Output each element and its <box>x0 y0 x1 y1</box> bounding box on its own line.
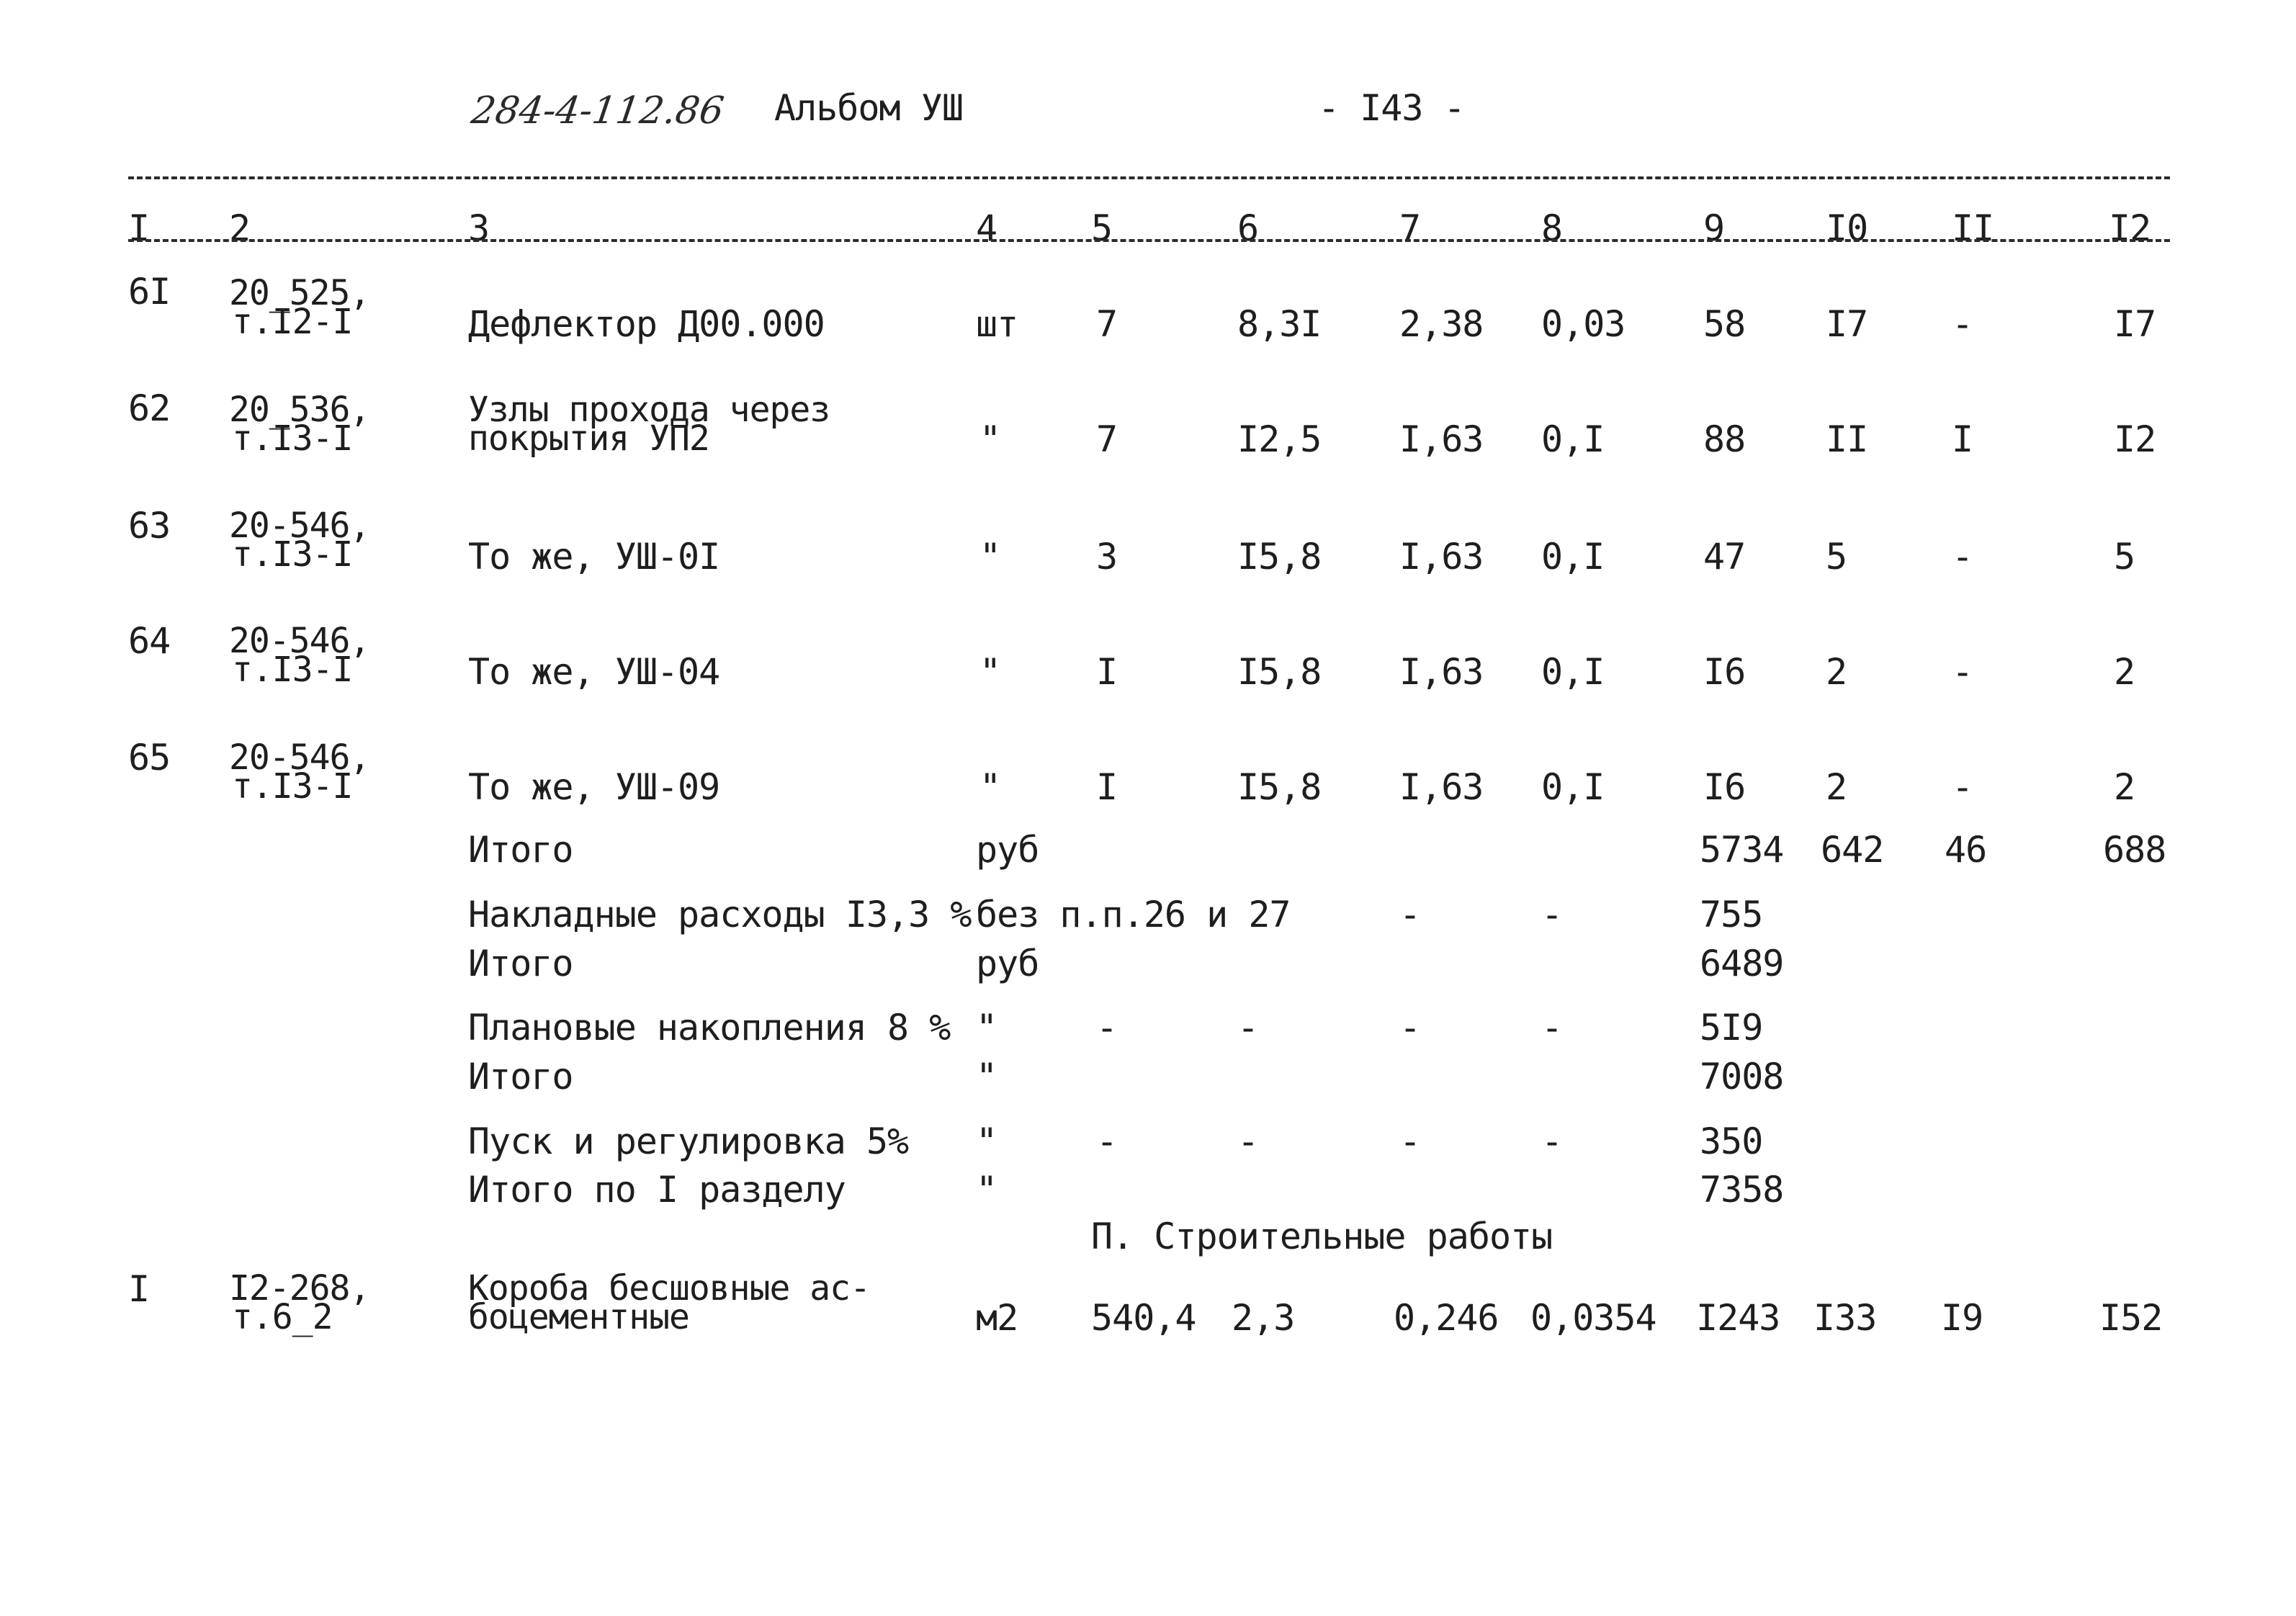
cell-c9: 88 <box>1703 418 1746 460</box>
summary-unit: " <box>976 1056 997 1097</box>
cell-c8: 0,I <box>1541 418 1605 460</box>
norm-table: т.I2-I <box>232 302 353 342</box>
norm-code: I2-268, <box>229 1268 370 1308</box>
cell-c6: - <box>1237 1007 1259 1049</box>
norm-code: 20-546, <box>229 621 370 661</box>
summary-unit: руб <box>976 943 1039 984</box>
summary-unit: " <box>976 1007 997 1049</box>
col-header-4: 4 <box>976 207 997 249</box>
cell-c7: 0,246 <box>1394 1297 1499 1339</box>
cell-c11: I <box>1952 418 1973 460</box>
section-title: П. Строительные работы <box>1091 1216 1553 1257</box>
cell-c11: - <box>1952 536 1973 578</box>
cell-c5: - <box>1096 1007 1118 1049</box>
cell-c8: - <box>1541 894 1563 935</box>
cell-c10: II <box>1826 418 1868 460</box>
unit: " <box>979 536 1001 578</box>
cell-c7: I,63 <box>1399 536 1484 578</box>
cell-c5: - <box>1096 1121 1118 1162</box>
cell-c6: I5,8 <box>1237 536 1322 578</box>
row-number: 65 <box>128 737 171 778</box>
unit: " <box>979 651 1001 693</box>
cell-c9: 5734 <box>1700 829 1784 871</box>
col-header-11: II <box>1952 207 1994 249</box>
col-header-7: 7 <box>1399 207 1421 249</box>
summary-label: Плановые накопления 8 % <box>468 1007 951 1049</box>
summary-unit: " <box>976 1121 997 1162</box>
col-header-3: 3 <box>468 207 490 249</box>
cell-c6: - <box>1237 1121 1259 1162</box>
cell-c6: I5,8 <box>1237 766 1322 808</box>
cell-c6: I2,5 <box>1237 418 1322 460</box>
cell-c9: I243 <box>1696 1297 1780 1339</box>
cell-c8: 0,03 <box>1541 303 1625 345</box>
summary-label: Итого <box>468 943 573 984</box>
row-number: 62 <box>128 387 171 429</box>
summary-label: Пуск и регулировка 5% <box>468 1121 909 1162</box>
cell-c12: I2 <box>2114 418 2156 460</box>
cell-c9: 47 <box>1703 536 1746 578</box>
norm-code: 20-546, <box>229 506 370 546</box>
cell-c7: - <box>1399 894 1421 935</box>
cell-c9: 7008 <box>1700 1056 1784 1097</box>
cell-c8: 0,I <box>1541 651 1605 693</box>
item-name: Узлы прохода через <box>468 390 830 430</box>
norm-table: т.6_2 <box>232 1297 333 1337</box>
norm-code: 20-546, <box>229 737 370 778</box>
item-name: То же, УШ-0I <box>468 536 720 578</box>
cell-c9: 350 <box>1700 1121 1763 1162</box>
cell-c10: 642 <box>1821 829 1884 871</box>
header-rule-top <box>128 176 2170 179</box>
item-name: Дефлектор Д00.000 <box>468 303 825 345</box>
cell-c7: - <box>1399 1121 1421 1162</box>
col-header-6: 6 <box>1237 207 1259 249</box>
cell-c11: I9 <box>1941 1297 1983 1339</box>
cell-c10: 5 <box>1826 536 1847 578</box>
col-header-1: I <box>128 207 150 249</box>
col-header-2: 2 <box>229 207 251 249</box>
summary-label: Итого по I разделу <box>468 1169 846 1211</box>
cell-c10: I7 <box>1826 303 1868 345</box>
cell-c12: 2 <box>2114 651 2135 693</box>
cell-c11: - <box>1952 303 1973 345</box>
cell-c12: 2 <box>2114 766 2135 808</box>
cell-c10: 2 <box>1826 766 1847 808</box>
cell-c12: I7 <box>2114 303 2156 345</box>
unit: " <box>979 766 1001 808</box>
cell-c9: I6 <box>1703 766 1746 808</box>
cell-c5: I <box>1096 766 1118 808</box>
summary-label: Накладные расходы I3,3 % <box>468 894 972 935</box>
item-name: Короба бесшовные ас- <box>468 1268 870 1308</box>
row-number: 63 <box>128 505 171 547</box>
row-number: I <box>128 1268 150 1310</box>
page-number: - I43 - <box>1318 87 1465 129</box>
row-number: 64 <box>128 620 171 662</box>
cell-c6: 2,3 <box>1232 1297 1295 1339</box>
cell-c12: I52 <box>2099 1297 2163 1339</box>
cell-c6: I5,8 <box>1237 651 1322 693</box>
cell-c9: 6489 <box>1700 943 1784 984</box>
item-name-line2: боцементные <box>468 1297 689 1337</box>
col-header-5: 5 <box>1091 207 1113 249</box>
cell-c9: 7358 <box>1700 1169 1784 1211</box>
col-header-9: 9 <box>1703 207 1725 249</box>
cell-c5: 3 <box>1096 536 1118 578</box>
cell-c11: - <box>1952 766 1973 808</box>
norm-code: 20_536, <box>229 390 370 430</box>
norm-table: т.I3-I <box>232 766 353 807</box>
cell-c5: 540,4 <box>1091 1297 1196 1339</box>
cell-c9: 5I9 <box>1700 1007 1763 1049</box>
col-header-8: 8 <box>1541 207 1563 249</box>
cell-c7: 2,38 <box>1399 303 1484 345</box>
cell-c8: 0,0354 <box>1530 1297 1656 1339</box>
norm-table: т.I3-I <box>232 650 353 690</box>
cell-c9: 58 <box>1703 303 1746 345</box>
col-header-12: I2 <box>2109 207 2151 249</box>
cell-c9: 755 <box>1700 894 1763 935</box>
cell-c6: 8,3I <box>1237 303 1322 345</box>
header-rule-bottom <box>128 239 2170 242</box>
cell-c7: I,63 <box>1399 766 1484 808</box>
cell-c10: I33 <box>1813 1297 1877 1339</box>
summary-unit: руб <box>976 829 1039 871</box>
cell-c7: I,63 <box>1399 651 1484 693</box>
item-name: То же, УШ-04 <box>468 651 720 693</box>
cell-c11: - <box>1952 651 1973 693</box>
cell-c5: 7 <box>1096 418 1118 460</box>
summary-label: Итого <box>468 829 573 871</box>
norm-table: т.I3-I <box>232 418 353 459</box>
summary-note: без п.п.26 и 27 <box>976 894 1291 935</box>
cell-c8: 0,I <box>1541 766 1605 808</box>
cell-c7: I,63 <box>1399 418 1484 460</box>
cell-c9: I6 <box>1703 651 1746 693</box>
cell-c10: 2 <box>1826 651 1847 693</box>
row-number: 6I <box>128 271 171 313</box>
cell-c5: 7 <box>1096 303 1118 345</box>
summary-unit: " <box>976 1169 997 1211</box>
cell-c8: 0,I <box>1541 536 1605 578</box>
col-header-10: I0 <box>1826 207 1868 249</box>
cell-c5: I <box>1096 651 1118 693</box>
unit: м2 <box>976 1297 1018 1339</box>
unit: " <box>979 418 1001 460</box>
norm-table: т.I3-I <box>232 534 353 575</box>
cell-c8: - <box>1541 1007 1563 1049</box>
summary-label: Итого <box>468 1056 573 1097</box>
cell-c7: - <box>1399 1007 1421 1049</box>
cell-c11: 46 <box>1945 829 1987 871</box>
item-name: То же, УШ-09 <box>468 766 720 808</box>
cell-c8: - <box>1541 1121 1563 1162</box>
doc-code-handwritten: 284-4-112.86 <box>468 89 727 133</box>
unit: шт <box>976 303 1018 345</box>
item-name-line2: покрытия УП2 <box>468 418 709 459</box>
cell-c12: 5 <box>2114 536 2135 578</box>
album-title: Альбом УШ <box>774 87 963 129</box>
cell-c12: 688 <box>2103 829 2166 871</box>
norm-code: 20_525, <box>229 273 370 313</box>
